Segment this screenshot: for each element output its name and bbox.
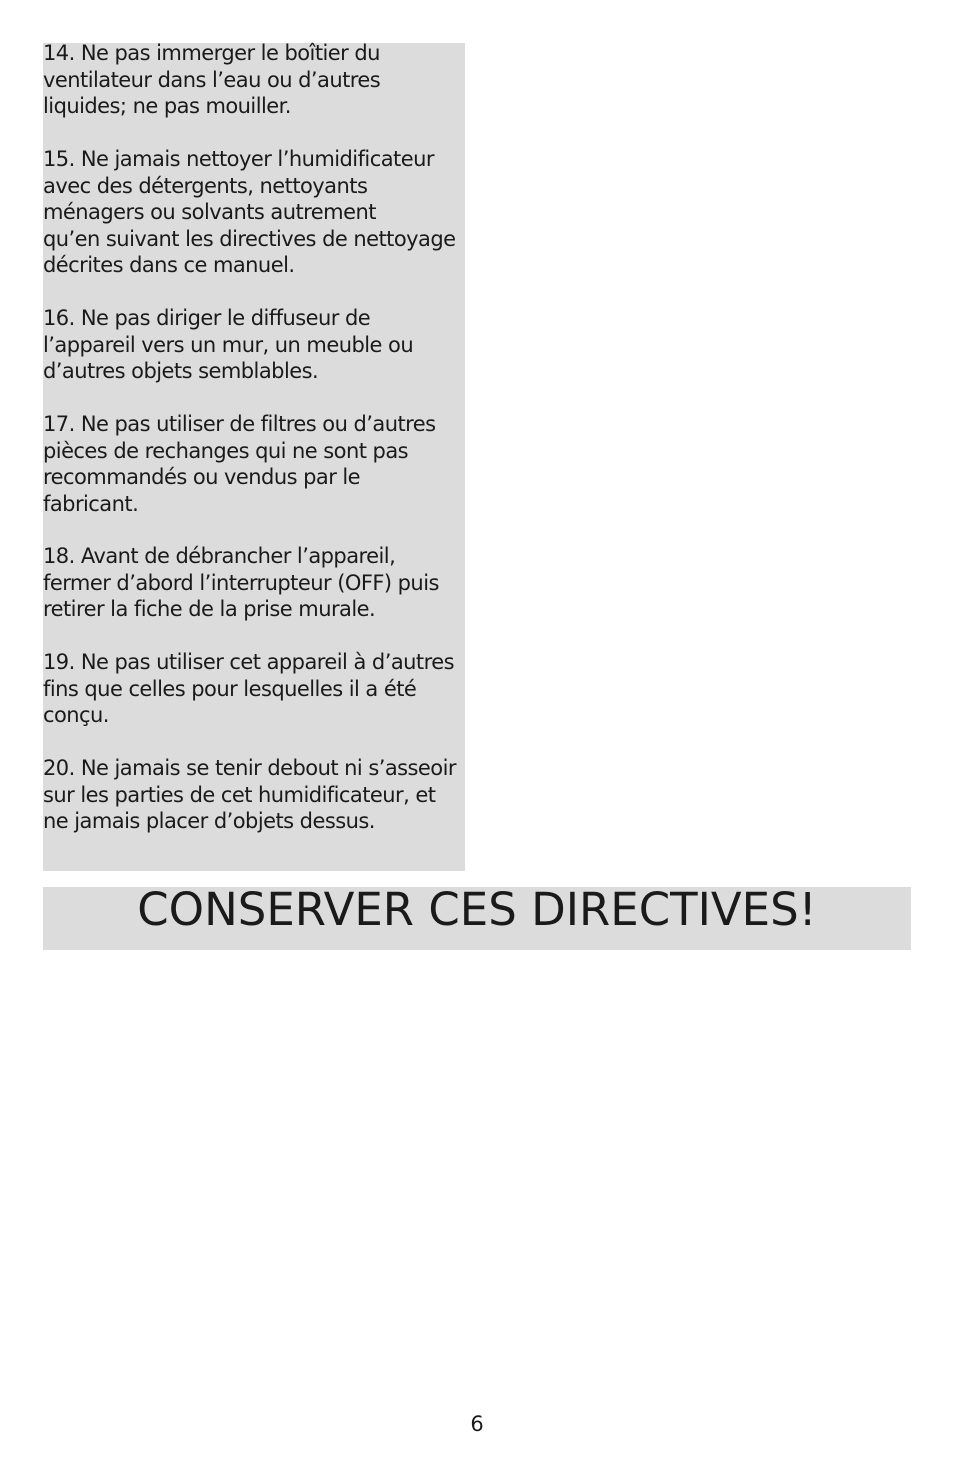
instruction-item-16: 16. Ne pas diriger le diffuseur de l’appareil vers un mur, un meuble ou d’autres objets semblables. (43, 306, 414, 383)
instruction-item-19: 19. Ne pas utiliser cet appareil à d’autres fins que celles pour lesquelles il a été conçu. (43, 650, 454, 727)
banner-title: CONSERVER CES DIRECTIVES! (137, 883, 817, 936)
instruction-item-20: 20. Ne jamais se tenir debout ni s’asseoir sur les parties de cet humidificateur, et ne jamais placer d’objets dessus. (43, 756, 456, 833)
instruction-item-15: 15. Ne jamais nettoyer l’humidificateur avec des détergents, nettoyants ménagers ou solvants autrement qu’en suivant les directives de nettoyage décrites dans ce manuel. (43, 147, 456, 277)
instruction-item-17: 17. Ne pas utiliser de filtres ou d’autres pièces de rechanges qui ne sont pas recommandés ou vendus par le fabricant. (43, 412, 436, 516)
instruction-item-18: 18. Avant de débrancher l’appareil, fermer d’abord l’interrupteur (OFF) puis retirer la fiche de la prise murale. (43, 544, 439, 621)
instruction-item-14: 14. Ne pas immerger le boîtier du ventilateur dans l’eau ou d’autres liquides; ne pas mouiller. (43, 41, 381, 118)
page-number: 6 (470, 1412, 484, 1436)
